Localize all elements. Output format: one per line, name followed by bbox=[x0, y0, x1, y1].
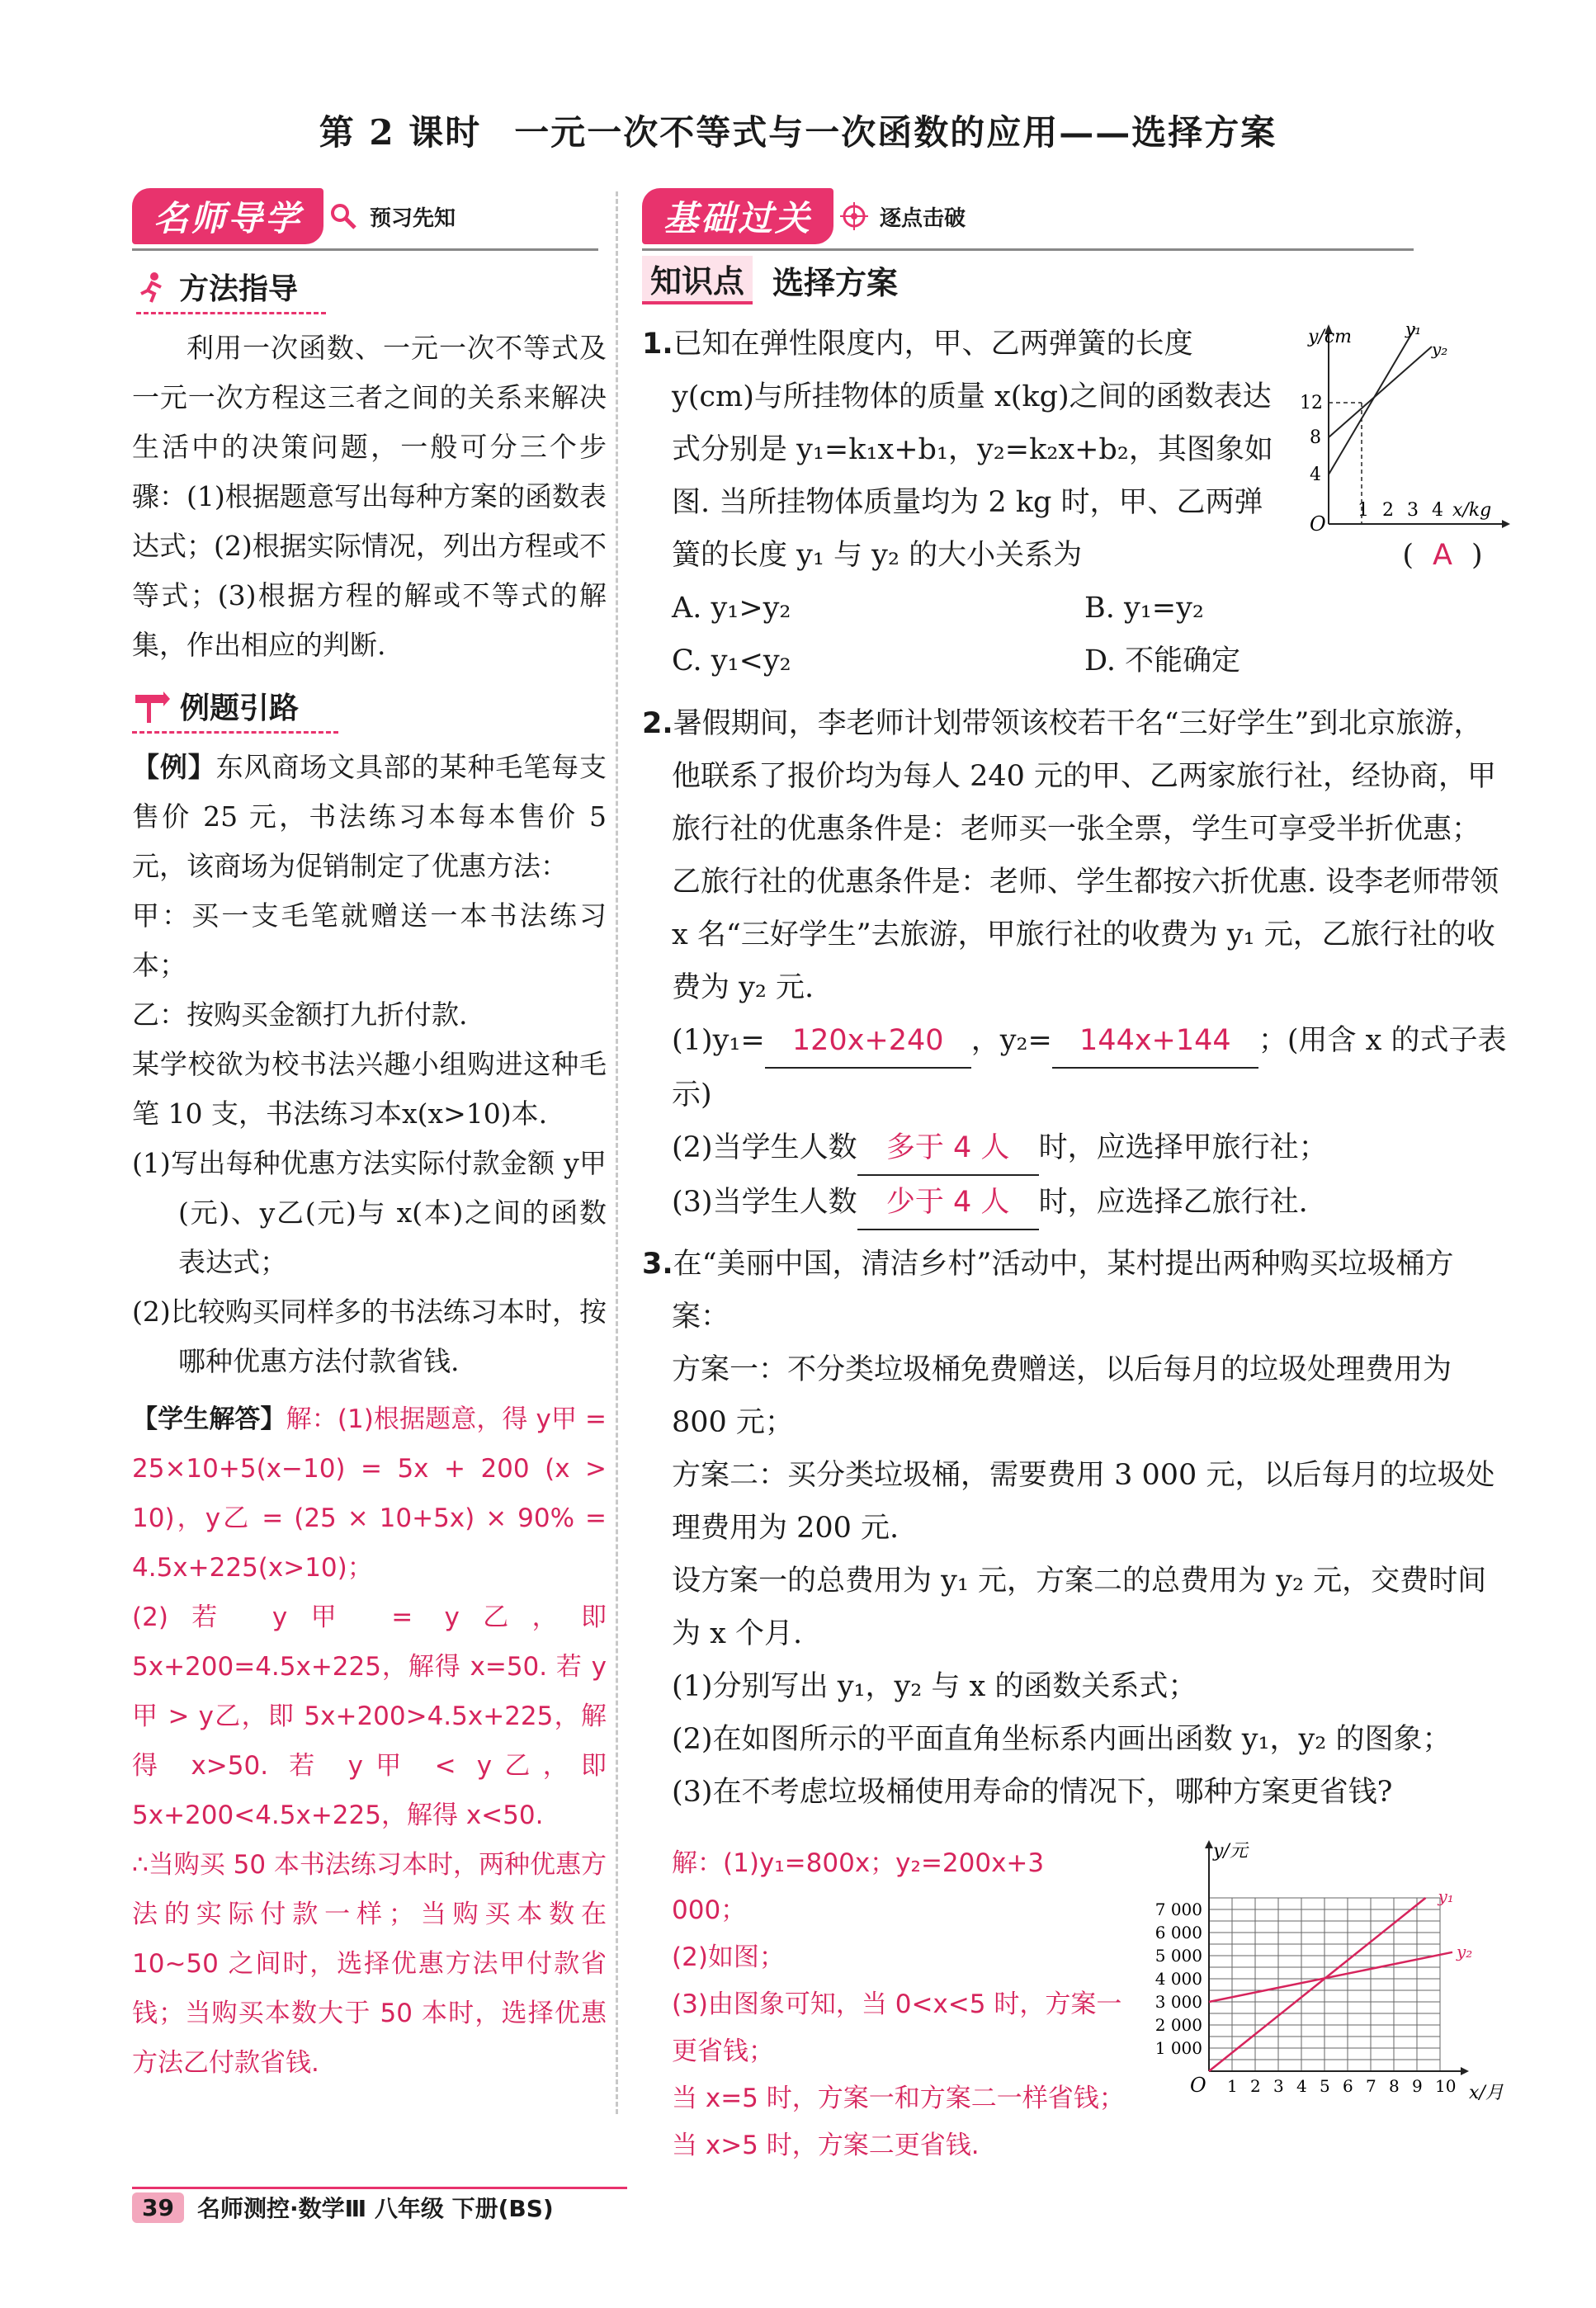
banner-tag: 名师导学 bbox=[132, 188, 323, 244]
series-line-1 bbox=[1209, 1898, 1426, 2071]
question-3 bbox=[642, 1238, 1509, 1819]
signpost-icon bbox=[132, 690, 170, 723]
q1-answer: A bbox=[1433, 539, 1452, 572]
chart-ylabel: y/元 bbox=[1213, 1841, 1248, 1862]
kp-box: 知识点 bbox=[642, 256, 753, 304]
chart-x-tick: 10 bbox=[1435, 2076, 1457, 2096]
q1-options bbox=[642, 582, 1509, 687]
q3-answer-line: 当 x=5 时，方案一和方案二一样省钱； bbox=[672, 2084, 1125, 2113]
footer bbox=[132, 2191, 554, 2224]
q3-answer-line: 解：(1)y₁=800x；y₂=200x+3 000； bbox=[672, 1848, 1045, 1925]
q3-part: (1)分别写出 y₁，y₂ 与 x 的函数关系式； bbox=[672, 1670, 1197, 1703]
example-heading bbox=[132, 685, 338, 727]
q3-part: (2)在如图所示的平面直角坐标系内画出函数 y₁，y₂ 的图象； bbox=[672, 1723, 1452, 1756]
q2-number: 2. bbox=[642, 707, 673, 740]
book-title: 名师测控·数学Ⅲ 八年级 下册(BS) bbox=[196, 2195, 554, 2222]
chart-y-tick: 1 000 bbox=[1155, 2038, 1202, 2058]
question-2 bbox=[642, 697, 1509, 1230]
banner-tag: 基础过关 bbox=[642, 188, 833, 244]
option-d: D. 不能确定 bbox=[1084, 644, 1241, 677]
chart-x-tick: 7 bbox=[1366, 2076, 1376, 2096]
lesson-topic: 一元一次不等式与一次函数的应用——选择方案 bbox=[514, 112, 1277, 153]
left-banner bbox=[132, 188, 598, 244]
chart-origin: O bbox=[1190, 2074, 1206, 2097]
chart-xlabel: x/月 bbox=[1469, 2083, 1504, 2103]
q1-xtick: 3 bbox=[1407, 500, 1419, 521]
answer-line: ∴当购买 50 本书法练习本时，两种优惠方法的实际付款一样；当购买本数在 10~50 之间时，选择优惠方法甲付款省钱；当购买本数大于 50 本时，选择优惠方法乙付款省钱. bbox=[132, 1850, 607, 2078]
q1-ytick: 12 bbox=[1300, 393, 1323, 413]
runner-icon bbox=[136, 271, 169, 304]
chart-x-tick: 4 bbox=[1296, 2076, 1307, 2096]
answer-label: 【学生解答】 bbox=[132, 1404, 286, 1434]
q2-blank-1: 120x+240 bbox=[765, 1014, 971, 1069]
chart-y-arrow bbox=[1205, 1840, 1213, 1848]
q1-graph bbox=[1258, 318, 1510, 545]
chart-x-tick: 9 bbox=[1412, 2076, 1423, 2096]
q1-ytick: 4 bbox=[1310, 465, 1321, 485]
option-a: A. y₁>y₂ bbox=[672, 592, 791, 625]
q1-series-label: y₁ bbox=[1405, 319, 1422, 338]
example-body bbox=[132, 743, 607, 1386]
target-icon bbox=[840, 202, 868, 230]
chart-y-tick: 7 000 bbox=[1155, 1900, 1202, 1919]
q1-xtick: 2 bbox=[1382, 500, 1394, 521]
answer-line: 解：(1)根据题意，得 y甲 = 25×10+5(x−10) = 5x + 200 (x > 10)，y乙 = (25 × 10+5x) × 90% = 4.5x+225(x>10)； bbox=[132, 1404, 607, 1583]
chart-y-tick: 6 000 bbox=[1155, 1923, 1202, 1942]
right-banner bbox=[642, 188, 1414, 244]
q3-answer bbox=[672, 1840, 1126, 2169]
q3-answer-line: 当 x>5 时，方案二更省钱. bbox=[672, 2131, 980, 2160]
chart-y-tick: 2 000 bbox=[1155, 2015, 1202, 2035]
method-text: 利用一次函数、一元一次不等式及一元一次方程这三者之间的关系来解决生活中的决策问题，一般可分三个步骤：(1)根据题意写出每种方案的函数表达式；(2)根据实际情况，列出方程或不等式；(3)根据方程的解或不等式的解集，作出相应的判断. bbox=[132, 332, 607, 661]
chart-x-tick: 6 bbox=[1343, 2076, 1353, 2096]
q2-stem: 暑假期间，李老师计划带领该校若干名“三好学生”到北京旅游，他联系了报价均为每人 240 元的甲、乙两家旅行社，经协商，甲旅行社的优惠条件是：老师买一张全票，学生可享受半折优惠；乙旅行社的优惠条件是：老师、学生都按六折优惠. 设李老师带领 x 名“三好学生”去旅游，甲旅行社的收费为 y₁ 元，乙旅行社的收费为 y₂ 元. bbox=[672, 707, 1499, 1004]
magnifier-icon bbox=[328, 201, 358, 231]
q3-part: (3)在不考虑垃圾桶使用寿命的情况下，哪种方案更省钱? bbox=[672, 1776, 1393, 1809]
chart-x-arrow bbox=[1461, 2067, 1469, 2075]
q2-blank-4: 少于 4 人 bbox=[857, 1176, 1039, 1230]
q3-plan1: 方案一：不分类垃圾桶免费赠送，以后每月的垃圾处理费用为 800 元； bbox=[672, 1353, 1452, 1439]
example-label: 【例】 bbox=[132, 751, 216, 783]
series-label: y₂ bbox=[1457, 1941, 1473, 1961]
q2-part1: (1)y₁= 120x+240 ，y₂= 144x+144 ；(用含 x 的式子表示) bbox=[642, 1014, 1509, 1121]
q1-line-y1 bbox=[1329, 328, 1415, 474]
kp-title: 选择方案 bbox=[772, 265, 899, 301]
q2-part3: (3)当学生人数 少于 4 人 时，应选择乙旅行社. bbox=[642, 1176, 1509, 1230]
page-title bbox=[0, 106, 1596, 155]
q1-origin: O bbox=[1310, 512, 1326, 536]
series-label: y₁ bbox=[1438, 1886, 1454, 1906]
banner-sub: 逐点击破 bbox=[880, 205, 966, 231]
example-line: 【例】东风商场文具部的某种毛笔每支售价 25 元，书法练习本每本售价 5 元，该商场为促销制定了优惠方法： bbox=[132, 751, 607, 882]
q1-series-label: y₂ bbox=[1432, 339, 1448, 359]
example-line: 某学校欲为校书法兴趣小组购进这种毛笔 10 支，书法练习本x(x>10)本. bbox=[132, 1048, 607, 1130]
example-line: 乙：按购买金额打九折付款. bbox=[132, 998, 468, 1031]
chart-y-tick: 5 000 bbox=[1155, 1946, 1202, 1966]
footer-rule bbox=[132, 2187, 627, 2189]
q2-part2: (2)当学生人数 多于 4 人 时，应选择甲旅行社； bbox=[642, 1121, 1509, 1176]
example-line: (1)写出每种优惠方法实际付款金额 y甲(元)、y乙(元)与 x(本)之间的函数表达式； bbox=[132, 1147, 607, 1278]
q3-setup: 设方案一的总费用为 y₁ 元，方案二的总费用为 y₂ 元，交费时间为 x 个月. bbox=[672, 1565, 1487, 1650]
chart-y-tick: 3 000 bbox=[1155, 1992, 1202, 2012]
method-heading-text: 方法指导 bbox=[179, 272, 299, 306]
chart-grid bbox=[1209, 1898, 1440, 2071]
q1-stem: 已知在弹性限度内，甲、乙两弹簧的长度 y(cm)与所挂物体的质量 x(kg)之间的函数表达式分别是 y₁=k₁x+b₁，y₂=k₂x+b₂，其图象如图. 当所挂物体质量均为 2 kg 时，甲、乙两弹簧的长度 y₁ 与 y₂ 的大小关系为 bbox=[672, 328, 1273, 572]
q3-stem: 在“美丽中国，清洁乡村”活动中，某村提出两种购买垃圾桶方案： bbox=[672, 1248, 1454, 1333]
q3-answer-line: (3)由图象可知，当 0<x<5 时，方案一更省钱； bbox=[672, 1989, 1122, 2066]
q2-blank-3: 多于 4 人 bbox=[857, 1121, 1039, 1176]
knowledge-point bbox=[642, 256, 898, 304]
column-divider bbox=[616, 191, 618, 2114]
q1-xtick: 1 bbox=[1358, 500, 1369, 521]
chart-y-tick: 4 000 bbox=[1155, 1969, 1202, 1989]
q1-xlabel: x/kg bbox=[1452, 500, 1492, 521]
q3-plan2: 方案二：买分类垃圾桶，需要费用 3 000 元，以后每月的垃圾处理费用为 200 元. bbox=[672, 1459, 1495, 1545]
answer-line: (2)若 y甲 = y乙，即 5x+200=4.5x+225，解得 x=50. 若 y甲 > y乙，即 5x+200>4.5x+225，解得 x>50. 若 y甲 < y乙，即 5x+200<4.5x+225，解得 x<50. bbox=[132, 1602, 607, 1830]
chart-x-tick: 8 bbox=[1389, 2076, 1400, 2096]
option-b: B. y₁=y₂ bbox=[1084, 592, 1204, 625]
q1-ylabel: y/cm bbox=[1308, 327, 1353, 347]
q1-number: 1. bbox=[642, 328, 673, 361]
example-line: 甲：买一支毛笔就赠送一本书法练习本； bbox=[132, 899, 607, 981]
chart-x-tick: 2 bbox=[1250, 2076, 1261, 2096]
q1-answer-paren: ( A ) bbox=[1385, 529, 1500, 582]
q3-number: 3. bbox=[642, 1248, 673, 1281]
option-c: C. y₁<y₂ bbox=[672, 644, 791, 677]
q3-chart bbox=[1131, 1836, 1510, 2108]
series-line-2 bbox=[1209, 1952, 1452, 2002]
banner-sub: 预习先知 bbox=[370, 205, 456, 231]
x-axis-arrow bbox=[1502, 520, 1510, 528]
q1-xtick: 4 bbox=[1432, 500, 1443, 521]
q1-line-y2 bbox=[1329, 347, 1432, 437]
example-answer bbox=[132, 1395, 607, 2088]
page-number: 39 bbox=[132, 2192, 184, 2223]
q3-answer-line: (2)如图； bbox=[672, 1942, 785, 1972]
chart-x-tick: 5 bbox=[1320, 2076, 1330, 2096]
example-line: (2)比较购买同样多的书法练习本时，按哪种优惠方法付款省钱. bbox=[132, 1296, 607, 1377]
lesson-number: 第 2 课时 bbox=[319, 112, 482, 153]
q1-ytick: 8 bbox=[1310, 427, 1321, 448]
chart-x-tick: 3 bbox=[1273, 2076, 1284, 2096]
method-heading bbox=[136, 266, 326, 308]
q2-blank-2: 144x+144 bbox=[1052, 1014, 1258, 1069]
chart-x-tick: 1 bbox=[1227, 2076, 1238, 2096]
example-heading-text: 例题引路 bbox=[180, 691, 300, 725]
